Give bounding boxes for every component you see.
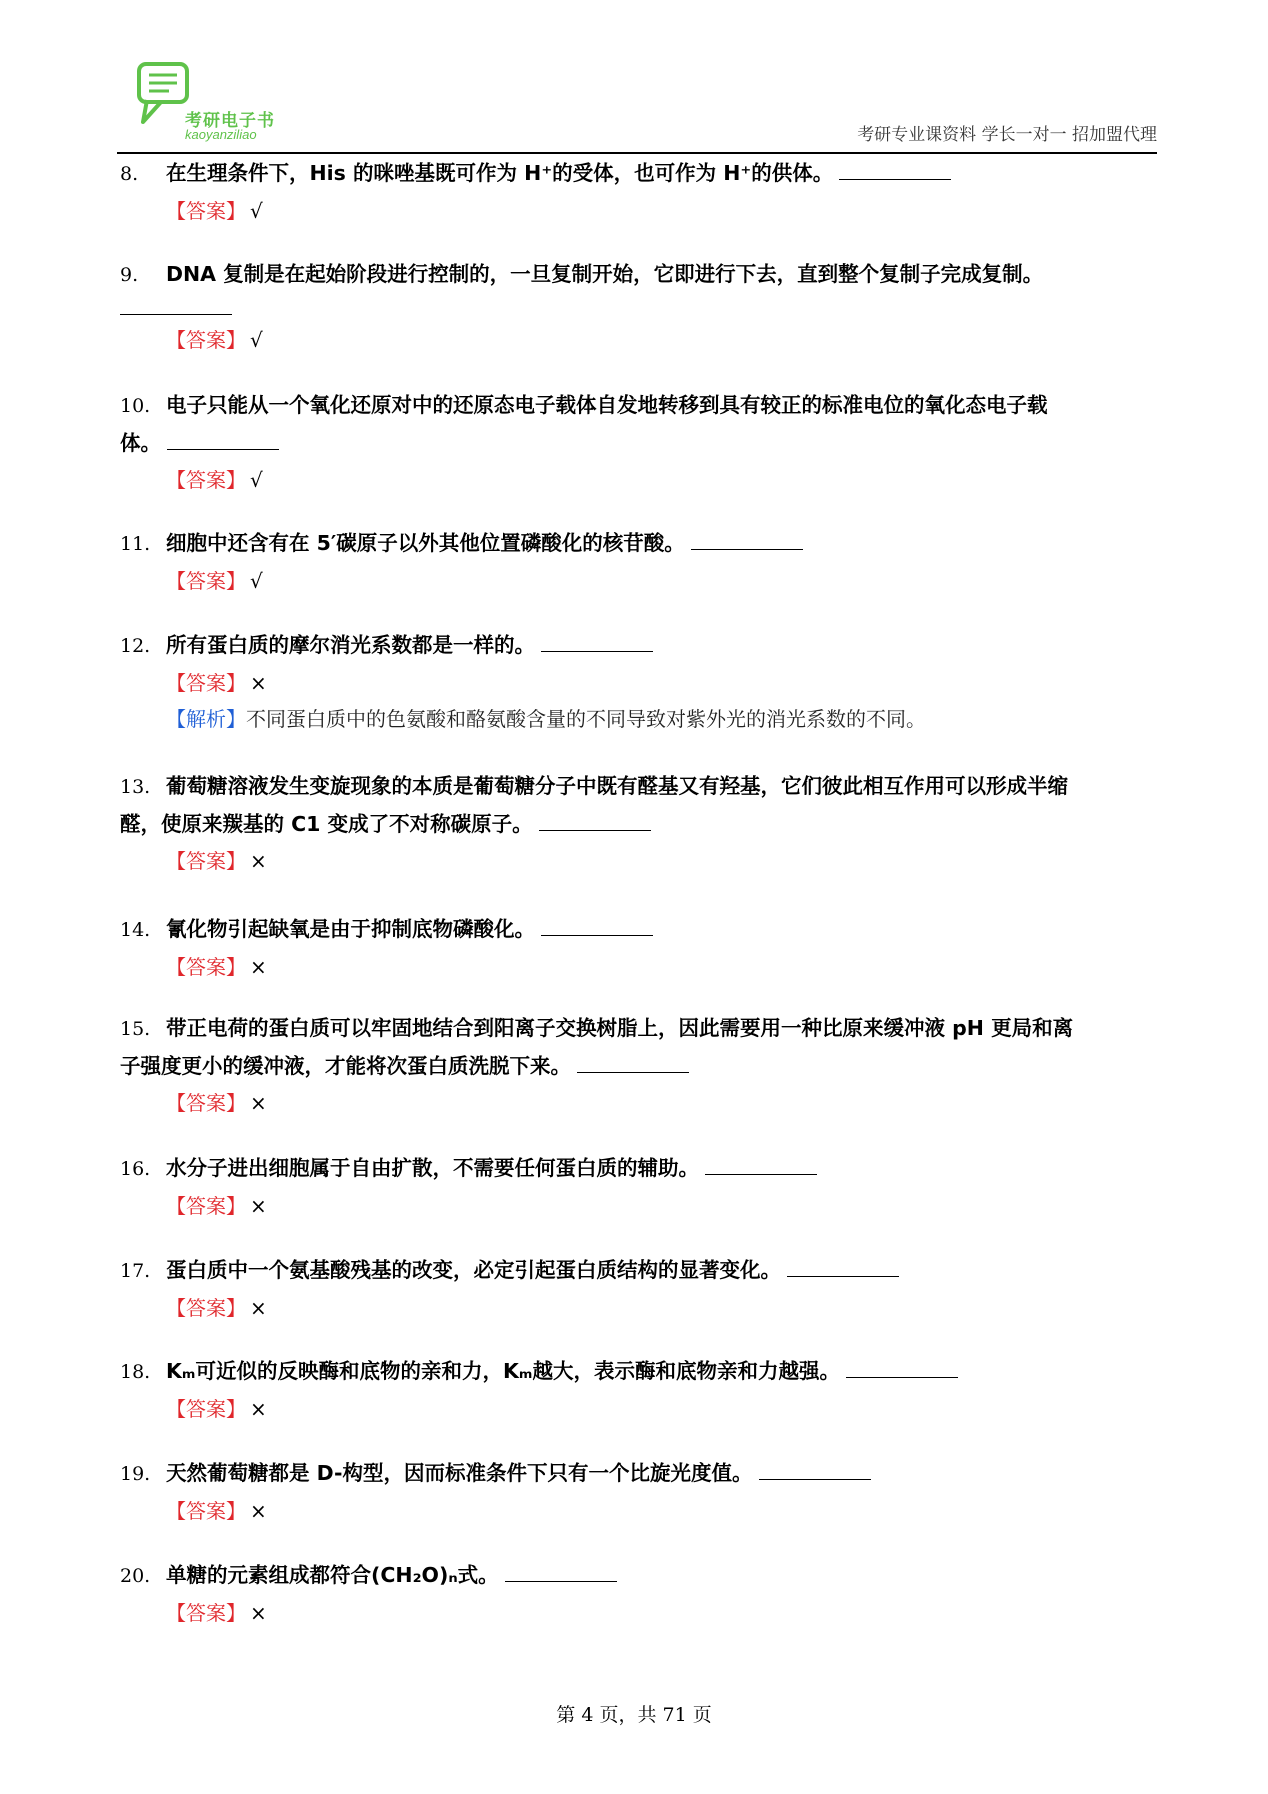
question-9 [120,256,1160,358]
answer-blank[interactable] [705,1156,817,1175]
question-text: 带正电荷的蛋白质可以牢固地结合到阳离子交换树脂上，因此需要用一种比原来缓冲液 pH 更局和离 [166,1016,1074,1040]
answer-value: √ [250,569,263,593]
logo-subtitle: kaoyanziliao [185,127,257,142]
question-text: DNA 复制是在起始阶段进行控制的，一旦复制开始，它即进行下去，直到整个复制子完成复制。 [166,262,1044,286]
header-divider [117,152,1157,154]
answer-value: × [250,1601,267,1625]
answer-label: 【答案】 [166,468,246,492]
answer-value: √ [250,199,263,223]
answer-value: × [250,671,267,695]
question-number: 11. [120,533,151,555]
logo [135,60,275,150]
question-8 [120,155,1160,229]
question-number: 10. [120,395,151,417]
question-19 [120,1455,1160,1529]
question-text: 葡萄糖溶液发生变旋现象的本质是葡萄糖分子中既有醛基又有羟基，它们彼此相互作用可以形成半缩 [166,774,1068,798]
question-text-continued: 子强度更小的缓冲液，才能将次蛋白质洗脱下来。 [120,1054,571,1078]
answer-label: 【答案】 [166,1296,246,1320]
answer-value: × [250,1091,267,1115]
question-14 [120,911,1160,985]
answer-blank[interactable] [839,161,951,180]
explanation-label: 【解析】 [166,707,246,731]
answer-label: 【答案】 [166,1194,246,1218]
question-text: Kₘ可近似的反映酶和底物的亲和力，Kₘ越大，表示酶和底物亲和力越强。 [166,1359,840,1383]
answer-blank[interactable] [787,1258,899,1277]
question-text: 在生理条件下，His 的咪唑基既可作为 H⁺的受体，也可作为 H⁺的供体。 [166,161,834,185]
answer-value: √ [250,468,263,492]
answer-blank[interactable] [691,531,803,550]
answer-value: × [250,1499,267,1523]
answer-blank[interactable] [120,296,232,315]
question-10 [120,387,1160,498]
answer-label: 【答案】 [166,1499,246,1523]
question-number: 13. [120,776,151,798]
answer-blank[interactable] [541,633,653,652]
question-text: 水分子进出细胞属于自由扩散，不需要任何蛋白质的辅助。 [166,1156,699,1180]
answer-label: 【答案】 [166,328,246,352]
question-number: 17. [120,1260,151,1282]
answer-value: √ [250,328,263,352]
question-number: 18. [120,1361,151,1383]
header-slogan: 考研专业课资料 学长一对一 招加盟代理 [857,125,1157,145]
answer-label: 【答案】 [166,849,246,873]
question-text: 蛋白质中一个氨基酸残基的改变，必定引起蛋白质结构的显著变化。 [166,1258,781,1282]
answer-value: × [250,955,267,979]
question-number: 8. [120,163,139,185]
answer-blank[interactable] [846,1359,958,1378]
answer-label: 【答案】 [166,1397,246,1421]
question-12 [120,627,1160,737]
question-text: 电子只能从一个氧化还原对中的还原态电子载体自发地转移到具有较正的标准电位的氧化态电子载 [166,393,1048,417]
question-number: 19. [120,1463,151,1485]
question-13 [120,768,1160,879]
explanation-text: 不同蛋白质中的色氨酸和酪氨酸含量的不同导致对紫外光的消光系数的不同。 [246,707,926,731]
page-header [117,58,1157,154]
question-text-continued: 体。 [120,431,161,455]
logo-name: 考研电子书 [185,111,275,131]
answer-blank[interactable] [167,431,279,450]
question-11 [120,525,1160,599]
question-number: 12. [120,635,151,657]
answer-value: × [250,1397,267,1421]
question-20 [120,1557,1160,1631]
answer-value: × [250,1296,267,1320]
answer-label: 【答案】 [166,955,246,979]
answer-blank[interactable] [539,812,651,831]
answer-label: 【答案】 [166,199,246,223]
question-17 [120,1252,1160,1326]
question-text: 细胞中还含有在 5′碳原子以外其他位置磷酸化的核苷酸。 [166,531,685,555]
answer-label: 【答案】 [166,569,246,593]
answer-value: × [250,849,267,873]
answer-blank[interactable] [541,917,653,936]
question-number: 15. [120,1018,151,1040]
question-18 [120,1353,1160,1427]
answer-label: 【答案】 [166,671,246,695]
answer-blank[interactable] [577,1054,689,1073]
question-text: 单糖的元素组成都符合(CH₂O)ₙ式。 [166,1563,499,1587]
question-15 [120,1010,1160,1121]
answer-label: 【答案】 [166,1601,246,1625]
question-text: 天然葡萄糖都是 D-构型，因而标准条件下只有一个比旋光度值。 [166,1461,753,1485]
question-number: 20. [120,1565,151,1587]
question-number: 16. [120,1158,151,1180]
question-16 [120,1150,1160,1224]
question-text: 所有蛋白质的摩尔消光系数都是一样的。 [166,633,535,657]
answer-blank[interactable] [759,1461,871,1480]
page-number: 第 4 页，共 71 页 [556,1704,712,1726]
answer-blank[interactable] [505,1563,617,1582]
question-text-continued: 醛，使原来羰基的 C1 变成了不对称碳原子。 [120,812,533,836]
answer-value: × [250,1194,267,1218]
question-number: 14. [120,919,151,941]
question-text: 氰化物引起缺氧是由于抑制底物磷酸化。 [166,917,535,941]
question-number: 9. [120,264,139,286]
answer-label: 【答案】 [166,1091,246,1115]
